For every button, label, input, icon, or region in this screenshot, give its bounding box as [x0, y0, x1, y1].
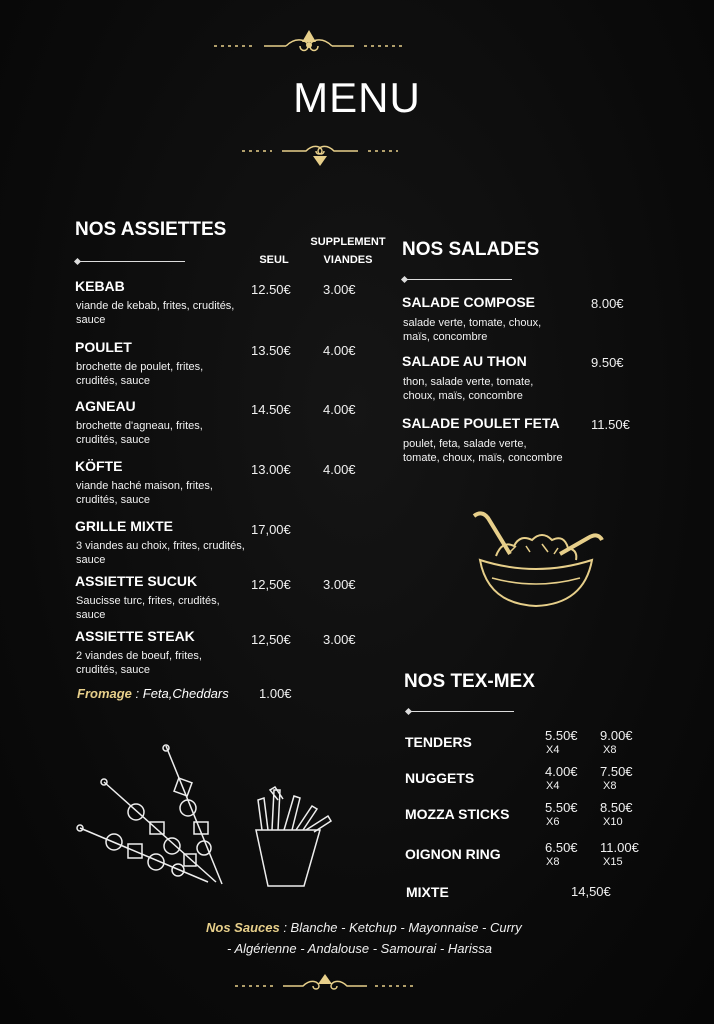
texmex-qty-1: X4: [546, 744, 560, 756]
assiette-price-seul: 13.50€: [251, 343, 291, 358]
texmex-name: MOZZA STICKS: [405, 806, 510, 822]
sauces-line-2: - Algérienne - Andalouse - Samourai - Harissa: [227, 941, 492, 956]
texmex-price-1: 4.00€: [545, 764, 578, 779]
texmex-mixte-name: MIXTE: [406, 884, 449, 900]
assiette-desc: 2 viandes de boeuf, frites, crudités, sauce: [76, 650, 202, 676]
texmex-qty-2: X15: [603, 856, 623, 868]
assiette-name: KÖFTE: [75, 458, 123, 474]
texmex-name: TENDERS: [405, 734, 472, 750]
texmex-mixte-price: 14,50€: [571, 884, 611, 899]
col-supplement: SUPPLEMENT VIANDES: [310, 236, 386, 266]
salade-desc: thon, salade verte, tomate, choux, maïs, concombre: [403, 376, 534, 402]
assiette-name: ASSIETTE SUCUK: [75, 573, 198, 589]
salades-rule: [405, 279, 512, 280]
assiette-price-supplement: 3.00€: [323, 282, 356, 297]
assiette-price-seul: 17,00€: [251, 522, 291, 537]
assiette-name: POULET: [75, 339, 132, 355]
texmex-qty-1: X4: [546, 780, 560, 792]
top-ornament-icon: [214, 28, 404, 58]
assiette-price-seul: 14.50€: [251, 402, 291, 417]
assiette-price-supplement: 4.00€: [323, 462, 356, 477]
skewers-icon: [76, 742, 236, 890]
texmex-qty-2: X8: [603, 780, 617, 792]
texmex-rule: [409, 711, 514, 712]
assiette-price-supplement: 4.00€: [323, 343, 356, 358]
texmex-price-1: 6.50€: [545, 840, 578, 855]
fromage-row: [77, 686, 229, 701]
assiette-price-supplement: 4.00€: [323, 402, 356, 417]
salade-name: SALADE AU THON: [402, 353, 527, 369]
assiette-price-seul: 12.50€: [251, 282, 291, 297]
sauces-line-1: [206, 920, 522, 935]
assiette-price-supplement: 3.00€: [323, 632, 356, 647]
salade-price: 8.00€: [591, 296, 624, 311]
texmex-price-1: 5.50€: [545, 728, 578, 743]
texmex-heading: NOS TEX-MEX: [404, 671, 535, 692]
texmex-qty-1: X6: [546, 816, 560, 828]
assiette-name: GRILLE MIXTE: [75, 518, 173, 534]
salade-desc: poulet, feta, salade verte, tomate, choux, maïs, concombre: [403, 438, 563, 464]
texmex-qty-1: X8: [546, 856, 560, 868]
texmex-price-2: 9.00€: [600, 728, 633, 743]
assiettes-heading: NOS ASSIETTES: [75, 219, 227, 240]
assiette-price-supplement: 3.00€: [323, 577, 356, 592]
assiette-desc: Saucisse turc, frites, crudités, sauce: [76, 595, 220, 621]
fromage-sep: :: [131, 686, 143, 701]
texmex-name: OIGNON RING: [405, 846, 501, 862]
page-title: MENU: [293, 74, 421, 121]
assiette-name: AGNEAU: [75, 398, 136, 414]
fromage-label: Fromage: [77, 686, 132, 701]
assiette-desc: brochette d'agneau, frites, crudités, sauce: [76, 420, 203, 446]
title-ornament-icon: [242, 140, 398, 168]
salad-bowl-icon: [466, 508, 608, 610]
assiette-name: ASSIETTE STEAK: [75, 628, 195, 644]
assiette-name: KEBAB: [75, 278, 125, 294]
salade-name: SALADE POULET FETA: [402, 415, 560, 431]
texmex-price-1: 5.50€: [545, 800, 578, 815]
assiettes-rule: [78, 261, 185, 262]
texmex-price-2: 8.50€: [600, 800, 633, 815]
assiette-price-seul: 12,50€: [251, 632, 291, 647]
col-seul: SEUL: [259, 254, 289, 266]
fries-icon: [248, 786, 338, 888]
salade-name: SALADE COMPOSE: [402, 294, 536, 310]
texmex-qty-2: X8: [603, 744, 617, 756]
sauces-list-1: : Blanche - Ketchup - Mayonnaise - Curry: [283, 920, 522, 935]
texmex-price-2: 11.00€: [600, 840, 639, 855]
fromage-options: Feta,Cheddars: [142, 686, 229, 701]
salade-price: 9.50€: [591, 355, 624, 370]
salades-heading: NOS SALADES: [402, 239, 540, 260]
assiette-desc: viande de kebab, frites, crudités, sauce: [76, 300, 235, 326]
sauces-label: Nos Sauces: [206, 920, 280, 935]
salade-desc: salade verte, tomate, choux, maïs, concombre: [403, 317, 542, 343]
texmex-qty-2: X10: [603, 816, 623, 828]
texmex-price-2: 7.50€: [600, 764, 633, 779]
assiette-desc: viande haché maison, frites, crudités, sauce: [76, 480, 213, 506]
fromage-price: 1.00€: [259, 686, 292, 701]
assiette-desc: brochette de poulet, frites, crudités, sauce: [76, 361, 204, 387]
salade-price: 11.50€: [591, 417, 630, 432]
assiette-price-seul: 13.00€: [251, 462, 291, 477]
texmex-name: NUGGETS: [405, 770, 475, 786]
assiette-desc: 3 viandes au choix, frites, crudités, sauce: [76, 540, 245, 566]
bottom-ornament-icon: [235, 972, 415, 998]
assiette-price-seul: 12,50€: [251, 577, 291, 592]
